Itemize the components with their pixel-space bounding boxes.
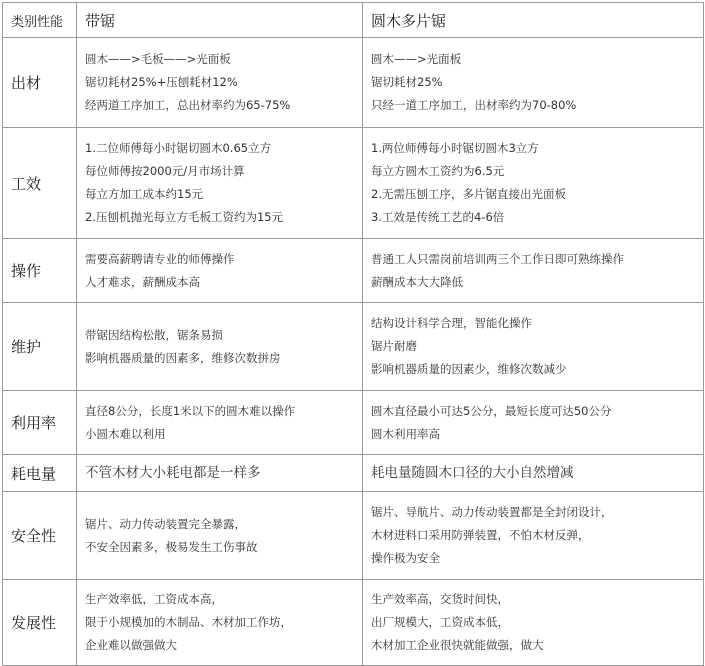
cell-line: 1.两位师傅每小时锯切圆木3立方 xyxy=(371,141,539,155)
cell-line: 锯切耗材25% xyxy=(371,75,443,89)
band-saw-cell xyxy=(77,455,363,492)
multi-blade-cell xyxy=(363,455,704,492)
cell-line: 圆木利用率高 xyxy=(371,426,440,441)
band-saw-cell xyxy=(77,128,363,239)
multi-blade-cell xyxy=(363,239,704,303)
cell-line: 经两道工序加工，总出材率约为65-75% xyxy=(85,98,291,112)
cell-line: 每立方加工成本约15元 xyxy=(85,187,204,201)
band-saw-cell xyxy=(77,492,363,580)
row-label: 维护 xyxy=(3,303,77,391)
cell-line: 操作极为安全 xyxy=(371,551,440,565)
row-label: 工效 xyxy=(3,128,77,239)
row-label: 出材 xyxy=(3,38,77,128)
cell-line: 企业难以做强做大 xyxy=(85,638,177,652)
row-label: 操作 xyxy=(3,239,77,303)
cell-line: 需要高薪聘请专业的师傅操作 xyxy=(85,251,235,266)
multi-blade-cell xyxy=(363,128,704,239)
cell-line: 锯切耗材25%+压刨耗材12% xyxy=(85,75,238,89)
row-label: 利用率 xyxy=(3,391,77,455)
comparison-table xyxy=(2,2,704,666)
multi-blade-cell xyxy=(363,580,704,666)
row-label: 安全性 xyxy=(3,492,77,580)
table-row xyxy=(3,391,704,455)
table-row xyxy=(3,580,704,666)
cell-line: 限于小规模加的木制品、木材加工作坊， xyxy=(85,615,292,629)
row-label: 耗电量 xyxy=(3,455,77,492)
header-category: 类别性能 xyxy=(3,3,77,38)
row-label: 发展性 xyxy=(3,580,77,666)
cell-line: 锯片、导航片、动力传动装置都是全封闭设计， xyxy=(371,505,613,519)
cell-line: 普通工人只需岗前培训两三个工作日即可熟练操作 xyxy=(371,251,624,266)
cell-line: 锯片耐磨 xyxy=(371,339,417,353)
header-multi-blade-saw: 圆木多片锯 xyxy=(363,3,704,38)
cell-line: 锯片、动力传动装置完全暴露， xyxy=(85,516,246,531)
cell-line: 不管木材大小耗电都是一样多 xyxy=(85,464,261,481)
cell-line: 圆木——>光面板 xyxy=(371,52,462,66)
cell-line: 2.压刨机抛光每立方毛板工资约为15元 xyxy=(85,210,284,224)
cell-line: 生产效率高，交货时间快， xyxy=(371,592,509,606)
band-saw-cell xyxy=(77,38,363,128)
cell-line: 木材加工企业很快就能做强，做大 xyxy=(371,638,544,652)
cell-line: 结构设计科学合理，智能化操作 xyxy=(371,316,532,330)
header-row xyxy=(3,3,704,38)
cell-line: 每位师傅按2000元/月市场计算 xyxy=(85,164,245,178)
band-saw-cell xyxy=(77,580,363,666)
multi-blade-cell xyxy=(363,391,704,455)
table-row xyxy=(3,492,704,580)
cell-line: 带锯因结构松散，锯条易损 xyxy=(85,327,223,342)
cell-line: 每立方圆木工资约为6.5元 xyxy=(371,164,505,178)
table-row xyxy=(3,303,704,391)
table-row xyxy=(3,128,704,239)
cell-line: 圆木直径最小可达5公分，最短长度可达50公分 xyxy=(371,403,612,418)
cell-line: 影响机器质量的因素少，维修次数减少 xyxy=(371,362,567,376)
cell-line: 1.二位师傅每小时锯切圆木0.65立方 xyxy=(85,141,272,155)
table-row xyxy=(3,455,704,492)
cell-line: 只经一道工序加工，出材率约为70-80% xyxy=(371,98,577,112)
cell-line: 影响机器质量的因素多，维修次数拼房 xyxy=(85,350,281,365)
table-row xyxy=(3,38,704,128)
multi-blade-cell xyxy=(363,492,704,580)
multi-blade-cell xyxy=(363,303,704,391)
band-saw-cell xyxy=(77,391,363,455)
cell-line: 直径8公分，长度1米以下的圆木难以操作 xyxy=(85,403,296,418)
cell-line: 不安全因素多，极易发生工伤事故 xyxy=(85,539,258,554)
band-saw-cell xyxy=(77,303,363,391)
header-band-saw: 带锯 xyxy=(77,3,363,38)
cell-line: 人才难求，薪酬成本高 xyxy=(85,274,200,289)
band-saw-cell xyxy=(77,239,363,303)
cell-line: 耗电量随圆木口径的大小自然增减 xyxy=(371,464,574,481)
cell-line: 小圆木难以利用 xyxy=(85,426,166,441)
table-row xyxy=(3,239,704,303)
cell-line: 2.无需压刨工序，多片锯直接出光面板 xyxy=(371,187,566,201)
cell-line: 生产效率低，工资成本高， xyxy=(85,592,223,606)
cell-line: 圆木——>毛板——>光面板 xyxy=(85,52,231,66)
cell-line: 出厂规模大，工资成本低， xyxy=(371,615,509,629)
cell-line: 薪酬成本大大降低 xyxy=(371,274,463,289)
cell-line: 木材进料口采用防弹装置，不怕木材反弹， xyxy=(371,528,590,542)
cell-line: 3.工效是传统工艺的4-6倍 xyxy=(371,210,505,224)
multi-blade-cell xyxy=(363,38,704,128)
